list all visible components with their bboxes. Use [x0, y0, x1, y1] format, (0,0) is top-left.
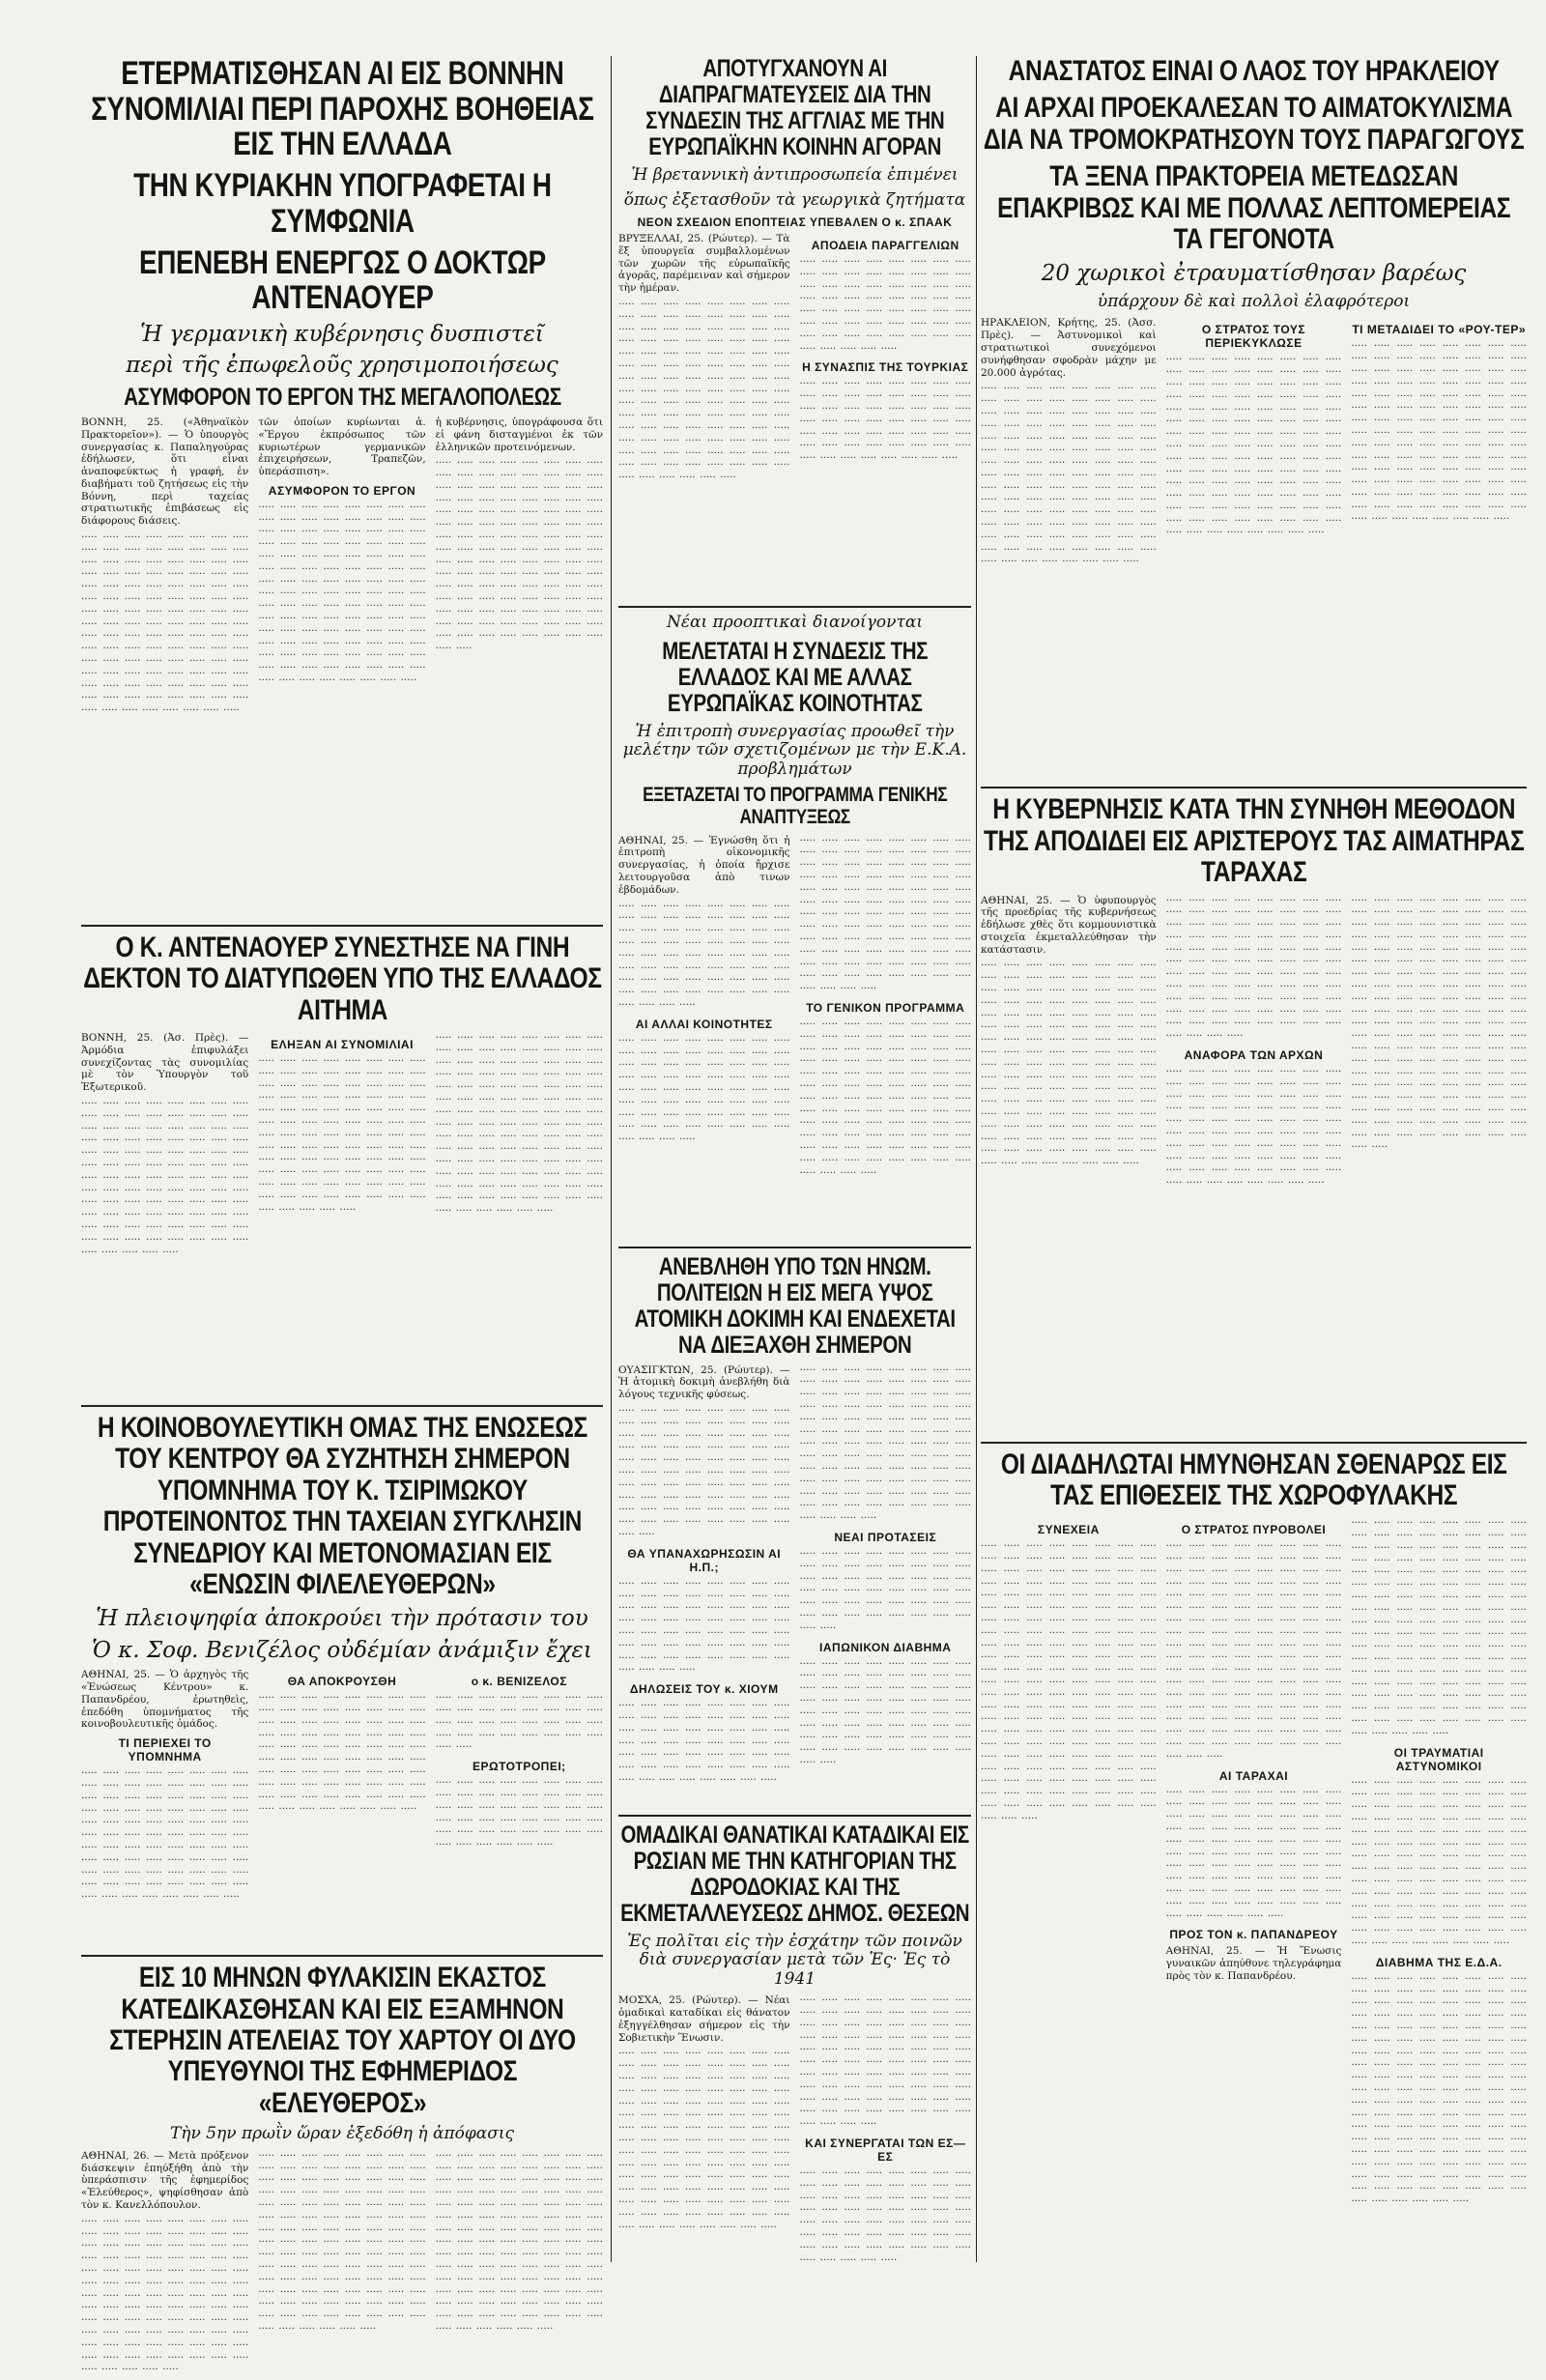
- headline: ΕΙΣ 10 ΜΗΝΩΝ ΦΥΛΑΚΙΣΙΝ ΕΚΑΣΤΟΣ ΚΑΤΕΔΙΚΑΣΘΗΣΑΝ ΚΑΙ ΕΙΣ ΕΞΑΜΗΝΟΝ ΣΤΕΡΗΣΙΝ ΑΤΕΛΕΙΑΣ ΤΟΥ ΧΑΡΤΟΥ ΟΙ ΔΥΟ ΥΠΕΥΘΥΝΟΙ ΤΗΣ ΕΦΗΜΕΡΙΔΟΣ «ΕΛΕΥΘΕΡΟΣ»: [108, 1962, 576, 2119]
- filler-text: ····· ····· ····· ····· ····· ····· ····· ····· ····· ····· ····· ····· ····· ····· ····· ····· ····· ····· ····· ····· ····· ····· ····· ····· ····· ····· ····· ····· ····· ····· ····· ····· ····· ····· ····· ····· ····· ····· ····· ····· ····· ····· ····· ····· ····· ····· ····· ····· ····· ····· ····· ····· ····· ····· ····· ····· ····· ····· ····· ····· ····· ····· ····· ····· ····· ····· ····· ····· ····· ····· ····· ····· ····· ····· ····· ····· ····· ····· ····· ····· ····· ····· ····· ····· ····· ····· ····· ····· ····· ····· ····· ····· ····· ····· ····· ····· ····· ····· ····· ····· ····· ····· ····· ····· ····· ····· ····· ····· ····· ····· ····· ····· ····· ····· ····· ····· ····· ·····: [435, 1032, 603, 1218]
- filler-text: ····· ····· ····· ····· ····· ····· ····· ····· ····· ····· ····· ····· ····· ····· ····· ····· ····· ····· ····· ····· ····· ····· ····· ····· ····· ····· ····· ····· ····· ····· ····· ····· ····· ····· ····· ····· ····· ····· ····· ····· ····· ····· ····· ····· ····· ····· ····· ····· ····· ····· ····· ····· ····· ····· ····· ····· ····· ····· ····· ····· ····· ····· ····· ····· ····· ····· ····· ····· ····· ····· ····· ····· ····· ····· ····· ····· ····· ····· ····· ····· ····· ····· ····· ····· ····· ····· ····· ····· ····· ····· ····· ····· ····· ····· ····· ····· ····· ····· ····· ····· ····· ····· ····· ····· ····· ····· ····· ····· ····· ····· ····· ····· ····· ····· ····· ····· ····· ····· ····· ·····: [1351, 340, 1527, 526]
- column-divider: [611, 56, 612, 2262]
- filler-text: ····· ····· ····· ····· ····· ····· ····· ····· ····· ····· ····· ····· ····· ····· ····· ····· ····· ····· ····· ····· ····· ····· ····· ····· ····· ····· ····· ····· ····· ····· ····· ····· ····· ····· ····· ····· ····· ····· ····· ····· ····· ····· ····· ····· ····· ····· ····· ····· ····· ····· ····· ····· ····· ····· ····· ····· ····· ····· ····· ····· ····· ····· ····· ····· ····· ····· ····· ····· ····· ····· ····· ····· ····· ····· ····· ····· ····· ····· ····· ····· ····· ····· ····· ····· ····· ····· ····· ····· ····· ····· ····· ····· ····· ····· ····· ····· ····· ····· ····· ····· ····· ····· ····· ····· ····· ····· ····· ····· ····· ····· ····· ····· ····· ····· ····· ····· ····· ····· ····· ····· ····· ····· ····· ····· ····· ····· ····· ····· ····· ····· ····· ····· ····· ····· ····· ····· ····· ····· ····· ····· ·····: [1351, 1517, 1527, 1739]
- filler-text: ····· ····· ····· ····· ····· ····· ····· ····· ····· ····· ····· ····· ····· ····· ····· ····· ····· ····· ····· ····· ····· ····· ····· ····· ····· ····· ····· ····· ····· ····· ····· ····· ····· ····· ····· ····· ····· ····· ····· ····· ····· ····· ····· ····· ····· ····· ····· ····· ····· ····· ····· ····· ····· ····· ····· ····· ····· ····· ····· ····· ····· ····· ····· ····· ····· ····· ····· ····· ····· ····· ····· ····· ····· ····· ····· ····· ····· ····· ····· ····· ····· ····· ····· ····· ····· ····· ····· ····· ····· ····· ····· ····· ····· ····· ····· ····· ····· ····· ····· ····· ····· ····· ····· ····· ····· ····· ····· ····· ····· ····· ····· ····· ····· ····· ····· ····· ····· ····· ····· ····· ····· ····· ····· ····· ····· ····· ····· ····· ····· ····· ····· ····· ····· ····· ····· ····· ····· ····· ····· ····· ····· ····· ····· ····· ····· ····· ····· ····· ····· ·····: [1351, 1972, 1527, 2208]
- subheading: ΤΟ ΓΕΝΙΚΟΝ ΠΡΟΓΡΑΜΜΑ: [806, 1000, 965, 1015]
- filler-text: ····· ····· ····· ····· ····· ····· ····· ····· ····· ····· ····· ····· ····· ····· ····· ····· ····· ····· ····· ····· ····· ····· ····· ····· ····· ····· ····· ····· ····· ····· ····· ····· ····· ····· ····· ····· ····· ····· ····· ····· ····· ····· ····· ····· ····· ·····: [435, 1777, 603, 1851]
- filler-text: ····· ····· ····· ····· ····· ····· ····· ····· ····· ····· ····· ····· ····· ····· ····· ····· ····· ····· ····· ····· ····· ····· ····· ····· ····· ····· ····· ····· ····· ····· ····· ····· ····· ····· ····· ····· ····· ····· ····· ····· ····· ····· ····· ····· ····· ····· ····· ····· ····· ····· ····· ····· ····· ····· ····· ····· ····· ····· ····· ····· ····· ····· ····· ····· ····· ····· ····· ····· ····· ····· ····· ····· ····· ····· ····· ····· ····· ····· ····· ····· ····· ····· ····· ····· ····· ····· ····· ····· ····· ····· ····· ····· ····· ····· ····· ····· ····· ····· ····· ····· ····· ····· ····· ····· ····· ····· ····· ····· ····· ····· ····· ····· ····· ····· ····· ····· ····· ····· ····· ·····: [981, 383, 1157, 568]
- filler-text: ····· ····· ····· ····· ····· ····· ····· ····· ····· ····· ····· ····· ····· ····· ····· ····· ····· ····· ····· ····· ····· ····· ····· ····· ····· ····· ····· ····· ····· ····· ····· ····· ····· ····· ····· ····· ····· ····· ····· ····· ····· ····· ····· ····· ····· ····· ····· ····· ····· ····· ····· ····· ····· ····· ····· ·····: [618, 1700, 790, 1786]
- filler-text: ····· ····· ····· ····· ····· ····· ····· ····· ····· ····· ····· ····· ····· ····· ····· ····· ····· ····· ····· ····· ····· ····· ····· ····· ····· ····· ····· ····· ····· ····· ····· ····· ····· ····· ····· ····· ····· ····· ····· ····· ····· ····· ····· ····· ····· ····· ····· ····· ····· ····· ····· ····· ····· ····· ····· ····· ····· ····· ····· ····· ····· ····· ····· ····· ····· ····· ····· ····· ····· ····· ····· ····· ····· ····· ····· ····· ····· ····· ····· ····· ····· ····· ····· ····· ····· ····· ····· ····· ····· ····· ····· ····· ····· ····· ····· ····· ····· ····· ····· ····· ····· ····· ····· ····· ····· ····· ····· ····· ····· ····· ····· ····· ····· ····· ····· ····· ····· ····· ····· ····· ····· ·····: [435, 457, 603, 655]
- divider: [981, 787, 1527, 789]
- headline: ΟΜΑΔΙΚΑΙ ΘΑΝΑΤΙΚΑΙ ΚΑΤΑΔΙΚΑΙ ΕΙΣ ΡΩΣΙΑΝ ΜΕ ΤΗΝ ΚΑΤΗΓΟΡΙΑΝ ΤΗΣ ΔΩΡΟΔΟΚΙΑΣ ΚΑΙ ΤΗΣ ΕΚΜΕΤΑΛΛΕΥΣΕΩΣ ΔΗΜΟΣ. ΘΕΣΕΩΝ: [620, 1821, 970, 1927]
- article-body: [981, 1517, 1527, 2208]
- deck: Ἡ βρεταννικὴ ἀντιπροσωπεία ἐπιμένει: [631, 165, 959, 185]
- subheading: ΙΑΠΩΝΙΚΟΝ ΔΙΑΒΗΜΑ: [819, 1640, 952, 1654]
- deck: Ἐς πολῖται εἰς τὴν ἐσχάτην τῶν ποινῶν διὰ συνεργασίαν μετὰ τῶν Ἐς· Ἐς τὸ 1941: [627, 1931, 962, 1989]
- filler-text: ····· ····· ····· ····· ····· ····· ····· ····· ····· ····· ····· ····· ····· ····· ····· ····· ····· ····· ····· ····· ····· ····· ····· ····· ····· ····· ····· ····· ····· ····· ····· ····· ····· ····· ····· ····· ····· ····· ····· ····· ····· ····· ····· ····· ····· ····· ····· ····· ····· ····· ····· ····· ····· ····· ····· ····· ····· ····· ····· ····· ····· ····· ····· ····· ····· ····· ····· ····· ····· ····· ····· ····· ····· ····· ····· ····· ····· ····· ····· ····· ····· ····· ····· ····· ····· ····· ····· ····· ····· ····· ····· ····· ····· ····· ····· ····· ····· ····· ····· ····· ·····: [81, 2215, 249, 2376]
- filler-text: ····· ····· ····· ····· ····· ····· ····· ····· ····· ····· ····· ····· ····· ····· ····· ····· ····· ····· ····· ····· ····· ····· ····· ····· ····· ····· ····· ····· ····· ····· ····· ····· ····· ····· ····· ····· ····· ····· ····· ····· ····· ····· ····· ····· ····· ····· ····· ····· ····· ····· ····· ····· ····· ····· ····· ····· ····· ····· ····· ····· ····· ····· ····· ····· ····· ····· ····· ····· ····· ····· ····· ····· ····· ····· ····· ····· ····· ····· ····· ····· ····· ····· ····· ····· ····· ·····: [1165, 1786, 1342, 1922]
- column-divider: [976, 56, 977, 2262]
- headline: ΟΙ ΔΙΑΔΗΛΩΤΑΙ ΗΜΥΝΘΗΣΑΝ ΣΘΕΝΑΡΩΣ ΕΙΣ ΤΑΣ ΕΠΙΘΕΣΕΙΣ ΤΗΣ ΧΩΡΟΦΥΛΑΚΗΣ: [1000, 1448, 1507, 1511]
- article-text: ΑΘΗΝΑΙ, 26. — Μετὰ πρόξενον διάσκεψιν ἐπηύξήθη ἀπὸ τὴν ὑπεράσπισιν τῆς ἐφημερίδος «Ἐλεύθερος», ψηφίσθησαν ἀπὸ τὸν κ. Κανελλόπουλον.: [81, 2149, 249, 2211]
- divider: [81, 1955, 603, 1957]
- deck: Ἡ ἐπιτροπὴ συνεργασίας προωθεῖ τὴν μελέτην τῶν σχετιζομένων με τὴν Ε.Κ.Α. προβλημάτων: [622, 721, 967, 779]
- filler-text: ····· ····· ····· ····· ····· ····· ····· ····· ····· ····· ····· ····· ····· ····· ····· ····· ····· ····· ····· ····· ····· ····· ····· ····· ····· ····· ····· ····· ····· ····· ····· ····· ····· ····· ····· ····· ····· ····· ····· ····· ····· ····· ····· ····· ····· ····· ····· ····· ····· ····· ····· ····· ····· ····· ····· ····· ····· ····· ····· ····· ····· ····· ····· ····· ····· ····· ····· ····· ····· ····· ····· ····· ····· ····· ····· ····· ····· ····· ····· ····· ····· ····· ····· ····· ····· ····· ····· ····· ····· ····· ····· ····· ····· ····· ····· ····· ····· ····· ····· ····· ····· ····· ····· ····· ····· ····· ····· ····· ····· ····· ····· ····· ····· ····· ····· ····· ····· ····· ····· ····· ····· ····· ····· ····· ····· ····· ····· ····· ····· ····· ····· ····· ····· ····· ····· ····· ····· ····· ····· ····· ····· ····· ····· ····· ····· ····· ····· ····· ····· ····· ····· ····· ····· ····· ····· ····· ····· ····· ····· ····· ····· ·····: [1351, 894, 1527, 1154]
- filler-text: ····· ····· ····· ····· ····· ····· ····· ····· ····· ····· ····· ····· ····· ····· ····· ····· ····· ····· ····· ····· ····· ····· ····· ····· ····· ····· ····· ····· ····· ····· ····· ····· ····· ····· ····· ····· ····· ····· ····· ····· ····· ····· ····· ····· ····· ····· ····· ····· ····· ····· ····· ····· ····· ····· ····· ····· ····· ····· ····· ····· ····· ····· ····· ····· ····· ····· ····· ····· ····· ····· ····· ····· ····· ····· ····· ····· ····· ····· ····· ····· ····· ····· ····· ····· ····· ····· ····· ····· ····· ····· ····· ····· ····· ····· ····· ····· ····· ····· ····· ····· ····· ····· ····· ····· ····· ····· ····· ····· ····· ····· ····· ····· ····· ····· ····· ····· ····· ····· ····· ·····: [81, 531, 249, 717]
- subheading: ΤΙ ΠΕΡΙΕΧΕΙ ΤΟ ΥΠΟΜΝΗΜΑ: [118, 1736, 212, 1764]
- deck: Ἡ πλειοψηφία ἀποκρούει τὴν πρότασιν του: [96, 1606, 588, 1632]
- deck: ὑπάρχουν δὲ καὶ πολλοὶ ἐλαφρότεροι: [1097, 291, 1411, 311]
- filler-text: ····· ····· ····· ····· ····· ····· ····· ····· ····· ····· ····· ····· ····· ····· ····· ····· ····· ····· ····· ····· ····· ····· ····· ····· ····· ····· ····· ····· ····· ····· ····· ····· ····· ····· ····· ····· ····· ····· ····· ····· ····· ····· ····· ····· ····· ····· ····· ····· ····· ····· ····· ····· ····· ····· ····· ····· ····· ····· ····· ····· ····· ····· ····· ····· ····· ····· ····· ····· ····· ····· ····· ····· ····· ····· ····· ····· ····· ····· ····· ····· ····· ····· ····· ····· ····· ····· ····· ····· ····· ····· ····· ·····: [1165, 894, 1342, 1043]
- column-left: [81, 55, 603, 2376]
- article-text: ΜΟΣΧΑ, 25. (Ρώυτερ). — Νέαι ὁμαδικαὶ καταδίκαι εἰς θάνατον ἐξηγγέλθησαν σήμερον εἰς τὴν Σοβιετικὴν Ἕνωσιν.: [618, 1994, 790, 2044]
- divider: [81, 925, 603, 927]
- headline: ΤΑ ΞΕΝΑ ΠΡΑΚΤΟΡΕΙΑ ΜΕΤΕΔΩΣΑΝ ΕΠΑΚΡΙΒΩΣ ΚΑΙ ΜΕ ΠΟΛΛΑΣ ΛΕΠΤΟΜΕΡΕΙΑΣ ΤΑ ΓΕΓΟΝΟΤΑ: [996, 160, 1511, 255]
- filler-text: ····· ····· ····· ····· ····· ····· ····· ····· ····· ····· ····· ····· ····· ····· ····· ····· ····· ····· ····· ····· ····· ····· ····· ····· ····· ····· ····· ····· ····· ····· ····· ····· ····· ····· ····· ····· ····· ····· ····· ····· ····· ····· ····· ····· ····· ····· ····· ····· ····· ····· ····· ····· ····· ····· ····· ····· ····· ····· ····· ····· ····· ····· ····· ····· ····· ····· ····· ····· ····· ····· ····· ····· ····· ····· ····· ····· ····· ····· ····· ····· ····· ····· ····· ····· ····· ····· ····· ····· ····· ····· ····· ····· ····· ····· ····· ····· ····· ····· ····· ·····: [799, 1363, 971, 1525]
- filler-text: ····· ····· ····· ····· ····· ····· ····· ····· ····· ····· ····· ····· ····· ····· ····· ····· ····· ····· ····· ····· ····· ····· ····· ····· ····· ····· ····· ····· ····· ····· ····· ····· ····· ····· ····· ····· ····· ····· ····· ····· ····· ····· ····· ····· ····· ····· ····· ····· ····· ····· ····· ····· ····· ····· ····· ·····: [799, 378, 971, 465]
- divider: [618, 606, 971, 608]
- article-text: ΑΘΗΝΑΙ, 25. — Ὁ ἀρχηγὸς τῆς «Ἑνώσεως Κέντρου» κ. Παπανδρέου, ἐρωτηθεὶς, ἐπεδόθη ὑπομνήματος τῆς κοινοβουλευτικῆς ὁμάδος.: [81, 1669, 249, 1731]
- column-right: [981, 56, 1527, 2262]
- filler-text: ····· ····· ····· ····· ····· ····· ····· ····· ····· ····· ····· ····· ····· ····· ····· ····· ····· ····· ····· ····· ····· ····· ····· ····· ····· ····· ····· ····· ····· ····· ····· ····· ····· ····· ····· ····· ····· ····· ····· ····· ····· ····· ····· ····· ····· ····· ····· ····· ····· ····· ····· ····· ····· ····· ····· ····· ····· ····· ····· ····· ····· ····· ····· ····· ····· ····· ····· ····· ····· ····· ····· ····· ····· ····· ····· ····· ····· ····· ····· ····· ····· ····· ····· ····· ····· ····· ····· ····· ····· ····· ····· ····· ····· ····· ····· ····· ····· ····· ····· ····· ····· ····· ····· ····· ····· ····· ····· ····· ····· ····· ····· ····· ····· ····· ····· ····· ····· ····· ····· ·····: [618, 2048, 790, 2233]
- filler-text: ····· ····· ····· ····· ····· ····· ····· ····· ····· ····· ····· ····· ····· ····· ····· ····· ····· ····· ····· ····· ····· ····· ····· ····· ····· ····· ····· ····· ····· ····· ····· ····· ····· ····· ····· ····· ····· ····· ····· ····· ····· ····· ····· ····· ····· ····· ····· ····· ····· ····· ····· ····· ····· ····· ····· ····· ····· ····· ····· ····· ····· ····· ····· ····· ····· ····· ····· ····· ····· ····· ····· ····· ····· ····· ····· ····· ····· ····· ····· ····· ····· ····· ····· ····· ····· ····· ····· ····· ····· ····· ····· ····· ····· ····· ····· ····· ····· ····· ····· ····· ·····: [258, 1055, 426, 1216]
- article-body: [81, 1669, 603, 1949]
- article-text: ΒΟΝΝΗ, 25. («Ἀθηναϊκὸν Πρακτορεῖον»). — Ὁ ὑπουργὸς συνεργασίας κ. Παπαληγούρας ἐδήλωσεν, ὅτι εἶναι ἀναποφεύκτως ἡ γραφή, ἐν διαβήματι τοῦ ζητήσεως εἰς τὴν Βόννη, περὶ ταχείας στρατιωτικῆς ἐπιβάσεως εἰς διάφορους διάσεις.: [81, 416, 249, 528]
- subheading: ΑΣΥΜΦΟΡΟΝ ΤΟ ΕΡΓΟΝ: [268, 483, 416, 498]
- filler-text: ····· ····· ····· ····· ····· ····· ····· ····· ····· ····· ····· ····· ····· ····· ····· ····· ····· ····· ····· ····· ····· ····· ····· ····· ····· ····· ····· ····· ····· ····· ····· ····· ····· ····· ····· ····· ····· ····· ····· ····· ····· ····· ····· ····· ····· ····· ····· ····· ····· ····· ····· ····· ····· ····· ····· ····· ····· ····· ····· ····· ····· ····· ····· ····· ····· ····· ····· ····· ····· ····· ····· ····· ····· ····· ····· ····· ····· ····· ····· ····· ····· ····· ····· ····· ····· ····· ····· ·····: [81, 1767, 249, 1904]
- filler-text: ····· ····· ····· ····· ····· ····· ····· ····· ····· ····· ····· ····· ····· ····· ····· ····· ····· ····· ····· ····· ····· ····· ····· ····· ····· ····· ····· ····· ····· ····· ····· ····· ····· ····· ····· ····· ····· ····· ····· ····· ····· ····· ····· ····· ····· ····· ····· ····· ····· ····· ····· ····· ····· ····· ····· ····· ····· ····· ····· ····· ····· ····· ····· ····· ····· ····· ····· ····· ····· ····· ····· ····· ····· ····· ····· ····· ····· ····· ····· ····· ····· ····· ····· ····· ····· ····· ····· ····· ····· ····· ····· ····· ····· ····· ····· ····· ····· ····· ····· ····· ····· ····· ····· ····· ····· ····· ····· ····· ····· ····· ····· ····· ····· ····· ····· ····· ····· ·····: [435, 2149, 603, 2335]
- subheading: ΚΑΙ ΣΥΝΕΡΓΑΤΑΙ ΤΩΝ ΕΣ—ΕΣ: [805, 2136, 966, 2165]
- subheading: ΔΗΛΩΣΕΙΣ ΤΟΥ κ. ΧΙΟΥΜ: [629, 1682, 779, 1697]
- deck: περὶ τῆς ἐπωφελοῦς χρησιμοποιήσεως: [126, 353, 558, 379]
- subheading: ΘΑ ΑΠΟΚΡΟΥΣΘΗ: [287, 1675, 397, 1689]
- filler-text: ····· ····· ····· ····· ····· ····· ····· ····· ····· ····· ····· ····· ····· ····· ····· ····· ····· ····· ····· ····· ····· ····· ····· ····· ····· ····· ····· ····· ····· ····· ····· ····· ····· ····· ····· ····· ····· ····· ····· ····· ····· ····· ····· ····· ····· ····· ····· ····· ····· ····· ····· ····· ····· ····· ····· ····· ····· ····· ····· ····· ····· ····· ····· ····· ····· ····· ····· ····· ····· ····· ····· ····· ····· ····· ····· ····· ····· ····· ····· ····· ····· ····· ····· ····· ····· ····· ····· ····· ····· ····· ····· ····· ····· ····· ····· ····· ····· ····· ····· ····· ····· ····· ····· ····· ····· ····· ····· ····· ····· ····· ····· ·····: [1351, 1776, 1527, 1949]
- article-body: [81, 416, 603, 919]
- filler-text: ····· ····· ····· ····· ····· ····· ····· ····· ····· ····· ····· ····· ····· ····· ····· ····· ····· ····· ····· ····· ····· ····· ····· ····· ····· ····· ····· ····· ····· ····· ····· ····· ····· ····· ····· ····· ····· ····· ····· ····· ····· ····· ····· ····· ····· ····· ····· ····· ····· ····· ····· ····· ····· ····· ····· ····· ····· ····· ····· ····· ····· ····· ····· ····· ····· ····· ····· ····· ····· ····· ····· ····· ····· ····· ····· ····· ····· ····· ····· ····· ····· ····· ····· ····· ····· ····· ····· ····· ····· ····· ····· ····· ····· ····· ····· ····· ····· ····· ····· ····· ····· ····· ····· ····· ····· ····· ····· ····· ····· ····· ····· ····· ····· ····· ····· ····· ····· ····· ····· ·····: [258, 501, 426, 687]
- subheading: ΣΥΝΕΧΕΙΑ: [1037, 1523, 1100, 1537]
- divider: [618, 1815, 971, 1817]
- filler-text: ····· ····· ····· ····· ····· ····· ····· ····· ····· ····· ····· ····· ····· ····· ····· ····· ····· ····· ····· ····· ····· ····· ····· ····· ····· ····· ····· ····· ····· ····· ····· ····· ····· ····· ····· ····· ····· ····· ····· ····· ····· ····· ····· ····· ····· ····· ····· ····· ····· ····· ····· ····· ····· ····· ····· ····· ····· ····· ····· ····· ····· ····· ····· ····· ····· ····· ····· ·····: [618, 900, 790, 1011]
- divider: [81, 1405, 603, 1407]
- filler-text: ····· ····· ····· ····· ····· ····· ····· ····· ····· ····· ····· ····· ····· ····· ····· ····· ····· ····· ····· ····· ····· ····· ····· ····· ····· ····· ····· ····· ····· ····· ····· ····· ····· ····· ····· ····· ····· ····· ····· ····· ····· ····· ····· ····· ····· ····· ····· ····· ····· ····· ····· ····· ····· ····· ····· ····· ····· ····· ····· ····· ····· ····· ····· ····· ····· ····· ····· ····· ····· ····· ····· ····· ····· ····· ····· ····· ····· ····· ····· ····· ····· ····· ····· ····· ····· ····· ····· ····· ····· ····· ····· ····· ····· ····· ····· ····· ····· ····· ····· ····· ····· ····· ····· ····· ····· ····· ····· ····· ····· ····· ····· ····· ····· ····· ····· ····· ····· ····· ····· ····· ····· ····· ····· ····· ····· ····· ····· ····· ····· ····· ····· ····· ····· ····· ····· ····· ····· ····· ····· ····· ····· ····· ····· ····· ····· ····· ····· ····· ····· ····· ····· ····· ····· ····· ····· ····· ····· ····· ····· ····· ····· ····· ····· ····· ····· ····· ····· ····· ····· ····· ····· ····· ····· ····· ····· ····· ····· ····· ·····: [981, 1540, 1157, 1824]
- deck: Ἡ γερμανικὴ κυβέρνησις δυσπιστεῖ: [140, 322, 544, 348]
- article-text: ΗΡΑΚΛΕΙΟΝ, Κρήτης, 25. (Ἀσσ. Πρὲς). — Ἀστυνομικοὶ καὶ στρατιωτικοὶ συνεχόμενοι συνήφθησαν σφοδρὰν μάχην με 20.000 ἀγρότας.: [981, 317, 1157, 379]
- subheading: Ο ΣΤΡΑΤΟΣ ΠΥΡΟΒΟΛΕΙ: [1181, 1523, 1327, 1537]
- article-text: ΑΘΗΝΑΙ, 25. — Ἡ Ἕνωσις γυναικῶν ἀπηύθυνε τηλεγράφημα πρὸς τὸν κ. Παπανδρέου.: [1165, 1945, 1342, 1982]
- subheading: ΕΡΩΤΟΤΡΟΠΕΙ;: [472, 1760, 566, 1774]
- subheading: ΑΠΟΔΕΙΑ ΠΑΡΑΓΓΕΛΙΩΝ: [811, 239, 959, 253]
- headline: ΑΝΕΒΛΗΘΗ ΥΠΟ ΤΩΝ ΗΝΩΜ. ΠΟΛΙΤΕΙΩΝ Η ΕΙΣ ΜΕΓΑ ΥΨΟΣ ΑΤΟΜΙΚΗ ΔΟΚΙΜΗ ΚΑΙ ΕΝΔΕΧΕΤΑΙ ΝΑ ΔΙΕΞΑΧΘΗ ΣΗΜΕΡΟΝ: [634, 1252, 956, 1359]
- article-body: [981, 895, 1527, 1436]
- filler-text: ····· ····· ····· ····· ····· ····· ····· ····· ····· ····· ····· ····· ····· ····· ····· ····· ····· ····· ····· ····· ····· ····· ····· ····· ····· ····· ····· ····· ····· ····· ····· ····· ····· ····· ····· ····· ····· ····· ····· ····· ····· ····· ····· ····· ····· ····· ····· ····· ····· ····· ····· ····· ····· ····· ····· ····· ····· ····· ····· ····· ····· ····· ····· ····· ····· ····· ····· ····· ····· ····· ····· ····· ····· ····· ····· ····· ····· ····· ····· ····· ····· ····· ····· ····· ····· ····· ····· ····· ····· ····· ····· ····· ····· ····· ····· ····· ····· ····· ····· ····· ····· ····· ····· ····· ····· ····· ····· ····· ····· ····· ····· ····· ····· ····· ····· ····· ····· ····· ····· ·····: [1165, 354, 1342, 539]
- subheading: ΠΡΟΣ ΤΟΝ κ. ΠΑΠΑΝΔΡΕΟΥ: [1169, 1928, 1338, 1942]
- filler-text: ····· ····· ····· ····· ····· ····· ····· ····· ····· ····· ····· ····· ····· ····· ····· ····· ····· ····· ····· ····· ····· ····· ····· ····· ····· ····· ····· ····· ····· ····· ····· ····· ····· ····· ····· ····· ····· ····· ····· ····· ····· ····· ····· ····· ····· ····· ····· ····· ····· ····· ····· ····· ····· ····· ····· ····· ····· ····· ····· ····· ····· ····· ····· ····· ····· ·····: [799, 1657, 971, 1768]
- subheading: ΟΙ ΤΡΑΥΜΑΤΙΑΙ ΑΣΤΥΝΟΜΙΚΟΙ: [1393, 1745, 1484, 1773]
- filler-text: ····· ····· ····· ····· ····· ····· ····· ····· ····· ····· ····· ····· ····· ····· ····· ····· ····· ····· ····· ····· ····· ····· ····· ····· ····· ····· ····· ····· ····· ····· ····· ····· ····· ····· ····· ····· ····· ····· ····· ····· ····· ····· ····· ····· ····· ····· ····· ····· ····· ·····: [799, 1547, 971, 1634]
- article-text: ΑΘΗΝΑΙ, 25. — Ὁ ὑφυπουργὸς τῆς προεδρίας τῆς κυβερνήσεως ἐδήλωσε χθὲς ὅτι κομμουνιστικὰ στοιχεῖα ἐκμεταλλεύθησαν τὴν κατάστασιν.: [981, 894, 1157, 956]
- filler-text: ····· ····· ····· ····· ····· ····· ····· ····· ····· ····· ····· ····· ····· ····· ····· ····· ····· ····· ····· ····· ····· ····· ····· ····· ····· ····· ····· ····· ····· ····· ····· ····· ····· ····· ····· ····· ····· ····· ····· ····· ····· ····· ····· ····· ····· ····· ····· ····· ····· ····· ····· ····· ····· ····· ····· ····· ····· ····· ····· ····· ····· ····· ····· ····· ····· ····· ····· ····· ····· ····· ····· ····· ····· ····· ····· ····· ····· ····· ····· ····· ····· ····· ····· ····· ····· ····· ····· ····· ····· ····· ····· ····· ····· ····· ····· ····· ····· ····· ····· ····· ····· ····· ····· ····· ····· ····· ····· ····· ····· ····· ····· ····· ····· ····· ····· ····· ····· ····· ····· ····· ····· ····· ····· ····· ····· ····· ····· ····· ····· ····· ····· ····· ····· ····· ····· ·····: [981, 960, 1157, 1170]
- subheading: ΕΛΗΞΑΝ ΑΙ ΣΥΝΟΜΙΛΙΑΙ: [271, 1038, 414, 1052]
- article-body: [81, 2149, 603, 2376]
- headline: ΑΙ ΑΡΧΑΙ ΠΡΟΕΚΑΛΕΣΑΝ ΤΟ ΑΙΜΑΤΟΚΥΛΙΣΜΑ ΔΙΑ ΝΑ ΤΡΟΜΟΚΡΑΤΗΣΟΥΝ ΤΟΥΣ ΠΑΡΑΓΩΓΟΥΣ: [983, 92, 1525, 156]
- headline: ΑΝΑΣΤΑΤΟΣ ΕΙΝΑΙ Ο ΛΑΟΣ ΤΟΥ ΗΡΑΚΛΕΙΟΥ: [1008, 55, 1500, 87]
- subheading: ΝΕΑΙ ΠΡΟΤΑΣΕΙΣ: [834, 1530, 937, 1544]
- subheading: ΤΙ ΜΕΤΑΔΙΔΕΙ ΤΟ «ΡΟΥ-ΤΕΡ»: [1352, 323, 1526, 337]
- deck: 20 χωρικοὶ ἐτραυματίσθησαν βαρέως: [1041, 261, 1467, 287]
- headline: ΕΠΕΝΕΒΗ ΕΝΕΡΓΩΣ Ο ΔΟΚΤΩΡ ΑΝΤΕΝΑΟΥΕΡ: [138, 244, 546, 317]
- subheading: ΘΑ ΥΠΑΝΑΧΩΡΗΣΩΣΙΝ ΑΙ Η.Π.;: [627, 1546, 782, 1574]
- article-body: [981, 317, 1527, 781]
- divider: [618, 1247, 971, 1248]
- headline: ΕΤΕΡΜΑΤΙΣΘΗΣΑΝ ΑΙ ΕΙΣ ΒΟΝΝΗΝ ΣΥΝΟΜΙΛΙΑΙ ΠΕΡΙ ΠΑΡΟΧΗΣ ΒΟΗΘΕΙΑΣ ΕΙΣ ΤΗΝ ΕΛΛΑΔΑ: [90, 55, 594, 163]
- article-text: ΒΡΥΞΕΛΛΑΙ, 25. (Ρώυτερ). — Τὰ ἕξ ὑπουργεῖα συμβαλλομένων τῶν χωρῶν τῆς εὐρωπαϊκῆς ἀγορᾶς, παρέμειναν καὶ σήμερον τὴν ἡμέραν.: [618, 233, 790, 295]
- subheading: ΝΕΟΝ ΣΧΕΔΙΟΝ ΕΠΟΠΤΕΙΑΣ ΥΠΕΒΑΛΕΝ Ο κ. ΣΠΑΑΚ: [637, 215, 953, 230]
- headline: ΤΗΝ ΚΥΡΙΑΚΗΝ ΥΠΟΓΡΑΦΕΤΑΙ Η ΣΥΜΦΩΝΙΑ: [132, 167, 552, 240]
- headline: ΑΠΟΤΥΓΧΑΝΟΥΝ ΑΙ ΔΙΑΠΡΑΓΜΑΤΕΥΣΕΙΣ ΔΙΑ ΤΗΝ ΣΥΝΔΕΣΙΝ ΤΗΣ ΑΓΓΛΙΑΣ ΜΕ ΤΗΝ ΕΥΡΩΠΑΪΚΗΝ ΚΟΙΝΗΝ ΑΓΟΡΑΝ: [644, 55, 945, 160]
- filler-text: ····· ····· ····· ····· ····· ····· ····· ····· ····· ····· ····· ····· ····· ····· ····· ····· ····· ····· ····· ····· ····· ····· ····· ····· ····· ····· ····· ····· ····· ····· ····· ····· ····· ····· ····· ····· ····· ····· ····· ····· ····· ····· ····· ····· ····· ····· ····· ····· ····· ····· ····· ····· ····· ····· ····· ····· ····· ····· ····· ····· ····· ····· ····· ····· ····· ····· ····· ····· ····· ····· ····· ····· ····· ····· ····· ····· ····· ····· ····· ····· ····· ····· ····· ····· ····· ····· ····· ····· ····· ····· ····· ····· ····· ····· ····· ····· ····· ····· ····· ·····: [799, 834, 971, 995]
- subheading: Η ΣΥΝΑΣΠΙΣ ΤΗΣ ΤΟΥΡΚΙΑΣ: [802, 360, 969, 375]
- filler-text: ····· ····· ····· ····· ····· ····· ····· ····· ····· ····· ····· ····· ····· ····· ····· ····· ····· ····· ····· ····· ····· ····· ····· ····· ····· ····· ····· ····· ····· ····· ····· ····· ····· ····· ····· ····· ····· ····· ····· ····· ····· ····· ····· ····· ····· ····· ····· ····· ····· ····· ····· ····· ····· ····· ····· ····· ····· ····· ····· ····· ····· ····· ····· ····· ····· ····· ····· ····· ····· ····· ····· ····· ····· ····· ····· ····· ····· ····· ····· ····· ····· ····· ····· ····· ····· ····· ····· ····· ····· ····· ····· ····· ····· ····· ····· ····· ····· ····· ····· ····· ·····: [81, 1098, 249, 1258]
- filler-text: ····· ····· ····· ····· ····· ····· ····· ····· ····· ····· ····· ····· ····· ····· ····· ····· ····· ····· ····· ····· ····· ····· ····· ····· ····· ····· ····· ····· ····· ····· ····· ····· ····· ····· ····· ····· ····· ····· ····· ····· ····· ····· ····· ····· ····· ····· ····· ····· ····· ····· ····· ····· ····· ····· ····· ····· ····· ····· ····· ····· ····· ····· ····· ····· ····· ····· ····· ····· ····· ····· ····· ····· ····· ····· ····· ····· ····· ····· ····· ·····: [1165, 1066, 1342, 1190]
- subheading: ΑΝΑΦΟΡΑ ΤΩΝ ΑΡΧΩΝ: [1184, 1048, 1324, 1063]
- subheading: ο κ. ΒΕΝΙΖΕΛΟΣ: [471, 1675, 567, 1689]
- filler-text: ····· ····· ····· ····· ····· ····· ····· ····· ····· ····· ····· ····· ····· ····· ····· ····· ····· ····· ····· ····· ····· ····· ····· ····· ····· ····· ····· ····· ····· ····· ····· ····· ····· ····· ····· ····· ····· ····· ····· ····· ····· ····· ····· ····· ····· ····· ····· ····· ····· ····· ····· ····· ····· ····· ····· ····· ····· ····· ····· ····· ····· ····· ····· ····· ····· ····· ····· ····· ····· ····· ····· ····· ····· ····· ····· ····· ····· ····· ····· ····· ····· ····· ····· ····· ····· ····· ····· ····· ····· ····· ····· ····· ····· ····· ····· ····· ····· ····· ····· ·····: [799, 1018, 971, 1179]
- filler-text: ····· ····· ····· ····· ····· ····· ····· ····· ····· ····· ····· ····· ····· ····· ····· ····· ····· ····· ····· ····· ····· ····· ····· ····· ····· ····· ····· ····· ····· ····· ····· ····· ····· ····· ····· ····· ····· ····· ····· ····· ····· ····· ····· ····· ····· ····· ····· ····· ····· ····· ····· ····· ····· ····· ····· ····· ····· ····· ····· ·····: [618, 1577, 790, 1677]
- article-body: [618, 835, 971, 1241]
- deck: Ὁ κ. Σοφ. Βενιζέλος οὐδέμίαν ἀνάμιξιν ἔχει: [92, 1637, 592, 1663]
- article-body: [81, 1032, 603, 1399]
- article-text: ΟΥΑΣΙΓΚΤΩΝ, 25. (Ρώυτερ). — Ἡ ἀτομικὴ δοκιμὴ ἀνεβλήθη διὰ λόγους τεχνικῆς φύσεως.: [618, 1363, 790, 1401]
- filler-text: ····· ····· ····· ····· ····· ····· ····· ····· ····· ····· ····· ····· ····· ····· ····· ····· ····· ····· ····· ····· ····· ····· ····· ····· ····· ····· ····· ····· ····· ····· ····· ····· ····· ····· ····· ····· ····· ····· ····· ····· ····· ····· ····· ····· ····· ····· ····· ····· ····· ····· ····· ····· ····· ····· ····· ····· ····· ····· ····· ····· ····· ····· ····· ····· ····· ····· ····· ····· ····· ····· ····· ····· ····· ····· ····· ····· ····· ····· ····· ····· ····· ····· ····· ·····: [799, 1994, 971, 2131]
- article-body: [618, 1364, 971, 1809]
- filler-text: ····· ····· ····· ····· ····· ····· ····· ····· ····· ····· ····· ····· ····· ····· ····· ····· ····· ····· ····· ····· ····· ····· ····· ····· ····· ····· ····· ····· ····· ····· ····· ····· ····· ····· ····· ····· ····· ····· ····· ····· ····· ····· ····· ····· ····· ····· ····· ····· ····· ····· ····· ····· ····· ····· ····· ····· ····· ····· ····· ····· ····· ····· ····· ····· ····· ····· ····· ·····: [618, 1034, 790, 1146]
- subheading: ΑΙ ΤΑΡΑΧΑΙ: [1218, 1768, 1289, 1783]
- headline: ΜΕΛΕΤΑΤΑΙ Η ΣΥΝΔΕΣΙΣ ΤΗΣ ΕΛΛΑΔΟΣ ΚΑΙ ΜΕ ΑΛΛΑΣ ΕΥΡΩΠΑΪΚΑΣ ΚΟΙΝΟΤΗΤΑΣ: [662, 637, 928, 717]
- headline: ΑΣΥΜΦΟΡΟΝ ΤΟ ΕΡΓΟΝ ΤΗΣ ΜΕΓΑΛΟΠΟΛΕΩΣ: [123, 383, 561, 411]
- article-text: ἡ κυβέρνησις, ὑπογράφουσα ὅτι εἰ φάνη δισταγμένοι ἐκ τῶν ἑλληνικῶν προτεινόμενων.: [435, 416, 603, 453]
- filler-text: ····· ····· ····· ····· ····· ····· ····· ····· ····· ····· ····· ····· ····· ····· ····· ····· ····· ····· ····· ····· ····· ····· ····· ····· ····· ····· ····· ····· ····· ····· ····· ····· ····· ····· ····· ····· ····· ····· ····· ····· ····· ····· ····· ····· ····· ····· ····· ····· ····· ····· ····· ····· ····· ····· ····· ····· ····· ····· ····· ····· ····· ····· ····· ····· ····· ····· ····· ····· ····· ····· ····· ····· ····· ····· ····· ····· ····· ····· ····· ····· ····· ····· ····· ····· ····· ····· ····· ····· ····· ····· ····· ····· ····· ····· ····· ····· ····· ····· ····· ····· ····· ····· ····· ····· ····· ····· ····· ····· ····· ····· ····· ····· ····· ····· ····· ····· ····· ·····: [258, 2149, 426, 2335]
- article-text: ΑΘΗΝΑΙ, 25. — Ἐγνώσθη ὅτι ἡ ἐπιτροπὴ οἰκονομικῆς συνεργασίας, ἡ ὁποία ἤρχισε λειτουργοῦσα ἀπὸ τινων ἑβδομάδων.: [618, 834, 790, 896]
- subheading: ΑΙ ΑΛΛΑΙ ΚΟΙΝΟΤΗΤΕΣ: [635, 1017, 773, 1031]
- deck: Τὴν 5ην πρωῒν ὥραν ἐξεδόθη ἡ ἀπόφασις: [169, 2124, 515, 2144]
- filler-text: ····· ····· ····· ····· ····· ····· ····· ····· ····· ····· ····· ····· ····· ····· ····· ····· ····· ····· ····· ····· ····· ····· ····· ····· ····· ····· ····· ····· ····· ····· ····· ····· ····· ·····: [435, 1692, 603, 1754]
- article-body: [618, 233, 971, 600]
- deck: ὅπως ἐξετασθοῦν τὰ γεωργικὰ ζητήματα: [623, 189, 966, 210]
- filler-text: ····· ····· ····· ····· ····· ····· ····· ····· ····· ····· ····· ····· ····· ····· ····· ····· ····· ····· ····· ····· ····· ····· ····· ····· ····· ····· ····· ····· ····· ····· ····· ····· ····· ····· ····· ····· ····· ····· ····· ····· ····· ····· ····· ····· ····· ····· ····· ····· ····· ····· ····· ····· ····· ····· ····· ····· ····· ····· ····· ····· ····· ····· ····· ····· ····· ····· ····· ····· ····· ····· ····· ····· ····· ····· ····· ····· ····· ····· ····· ·····: [258, 1692, 426, 1816]
- subheading: Ο ΣΤΡΑΤΟΣ ΤΟΥΣ ΠΕΡΙΕΚΥΚΛΩΣΕ: [1201, 323, 1306, 351]
- filler-text: ····· ····· ····· ····· ····· ····· ····· ····· ····· ····· ····· ····· ····· ····· ····· ····· ····· ····· ····· ····· ····· ····· ····· ····· ····· ····· ····· ····· ····· ····· ····· ····· ····· ····· ····· ····· ····· ····· ····· ····· ····· ····· ····· ····· ····· ····· ····· ····· ····· ····· ····· ····· ····· ····· ····· ····· ····· ····· ····· ····· ·····: [799, 256, 971, 355]
- headline: Ο Κ. ΑΝΤΕΝΑΟΥΕΡ ΣΥΝΕΣΤΗΣΕ ΝΑ ΓΙΝΗ ΔΕΚΤΟΝ ΤΟ ΔΙΑΤΥΠΩΘΕΝ ΥΠΟ ΤΗΣ ΕΛΛΑΔΟΣ ΑΙΤΗΜΑ: [82, 931, 602, 1026]
- column-middle: [618, 55, 971, 2266]
- article-text: τῶν ὁποίων κυρίωνται ἀ. «Ἔργου ἐκπρόσωπος τῶν κυριωτέρων γερμανικῶν ἐπιχειρήσεων, Τραπεζῶν, ὑπεράσπιση».: [258, 416, 426, 478]
- headline: Η ΚΥΒΕΡΝΗΣΙΣ ΚΑΤΑ ΤΗΝ ΣΥΝΗΘΗ ΜΕΘΟΔΟΝ ΤΗΣ ΑΠΟΔΙΔΕΙ ΕΙΣ ΑΡΙΣΤΕΡΟΥΣ ΤΑΣ ΑΙΜΑΤΗΡΑΣ ΤΑΡΑΧΑΣ: [983, 793, 1525, 889]
- headline: Η ΚΟΙΝΟΒΟΥΛΕΥΤΙΚΗ ΟΜΑΣ ΤΗΣ ΕΝΩΣΕΩΣ ΤΟΥ ΚΕΝΤΡΟΥ ΘΑ ΣΥΖΗΤΗΣΗ ΣΗΜΕΡΟΝ ΥΠΟΜΝΗΜΑ ΤΟΥ Κ. ΤΣΙΡΙΜΩΚΟΥ ΠΡΟΤΕΙΝΟΝΤΟΣ ΤΗΝ ΤΑΧΕΙΑΝ ΣΥΓΚΛΗΣΙΝ ΣΥΝΕΔΡΙΟΥ ΚΑΙ ΜΕΤΟΝΟΜΑΣΙΑΝ ΕΙΣ «ΕΝΩΣΙΝ ΦΙΛΕΛΕΥΘΕΡΩΝ»: [97, 1412, 587, 1601]
- filler-text: ····· ····· ····· ····· ····· ····· ····· ····· ····· ····· ····· ····· ····· ····· ····· ····· ····· ····· ····· ····· ····· ····· ····· ····· ····· ····· ····· ····· ····· ····· ····· ····· ····· ····· ····· ····· ····· ····· ····· ····· ····· ····· ····· ····· ····· ····· ····· ····· ····· ····· ····· ····· ····· ····· ····· ····· ····· ····· ····· ····· ····· ····· ····· ····· ····· ····· ····· ····· ····· ····· ····· ····· ····· ····· ····· ····· ····· ····· ····· ····· ····· ·····: [618, 1405, 790, 1540]
- article-text: ΒΟΝΝΗ, 25. (Ἀσ. Πρὲς). — Ἀρμόδια ἐπιφυλάξει συνεχίζοντας τὰς συνομιλίας μὲ τὸν Ὑπουργὸν τοῦ Ἐξωτερικοῦ.: [81, 1032, 249, 1094]
- headline: ΕΞΕΤΑΖΕΤΑΙ ΤΟ ΠΡΟΓΡΑΜΜΑ ΓΕΝΙΚΗΣ ΑΝΑΠΤΥΞΕΩΣ: [642, 784, 948, 828]
- deck: Νέαι προοπτικαὶ διανοίγονται: [666, 613, 924, 633]
- filler-text: ····· ····· ····· ····· ····· ····· ····· ····· ····· ····· ····· ····· ····· ····· ····· ····· ····· ····· ····· ····· ····· ····· ····· ····· ····· ····· ····· ····· ····· ····· ····· ····· ····· ····· ····· ····· ····· ····· ····· ····· ····· ····· ····· ····· ····· ····· ····· ····· ····· ····· ····· ····· ····· ····· ····· ····· ····· ····· ····· ····· ·····: [799, 2167, 971, 2266]
- filler-text: ····· ····· ····· ····· ····· ····· ····· ····· ····· ····· ····· ····· ····· ····· ····· ····· ····· ····· ····· ····· ····· ····· ····· ····· ····· ····· ····· ····· ····· ····· ····· ····· ····· ····· ····· ····· ····· ····· ····· ····· ····· ····· ····· ····· ····· ····· ····· ····· ····· ····· ····· ····· ····· ····· ····· ····· ····· ····· ····· ····· ····· ····· ····· ····· ····· ····· ····· ····· ····· ····· ····· ····· ····· ····· ····· ····· ····· ····· ····· ····· ····· ····· ····· ····· ····· ····· ····· ····· ····· ····· ····· ····· ····· ····· ····· ····· ····· ····· ····· ····· ····· ····· ····· ····· ····· ····· ····· ····· ····· ····· ····· ····· ····· ····· ····· ····· ····· ····· ····· ····· ····· ····· ····· ····· ····· ····· ····· ····· ····· ····· ····· ····· ····· ····· ····· ····· ····· ····· ·····: [1165, 1540, 1342, 1763]
- filler-text: ····· ····· ····· ····· ····· ····· ····· ····· ····· ····· ····· ····· ····· ····· ····· ····· ····· ····· ····· ····· ····· ····· ····· ····· ····· ····· ····· ····· ····· ····· ····· ····· ····· ····· ····· ····· ····· ····· ····· ····· ····· ····· ····· ····· ····· ····· ····· ····· ····· ····· ····· ····· ····· ····· ····· ····· ····· ····· ····· ····· ····· ····· ····· ····· ····· ····· ····· ····· ····· ····· ····· ····· ····· ····· ····· ····· ····· ····· ····· ····· ····· ····· ····· ····· ····· ····· ····· ····· ····· ····· ····· ····· ····· ····· ····· ····· ····· ····· ····· ····· ····· ····· ····· ····· ····· ····· ····· ····· ····· ····· ····· ····· ····· ····· ····· ····· ····· ·····: [618, 299, 790, 484]
- article-body: [618, 1994, 971, 2323]
- divider: [981, 1442, 1527, 1444]
- subheading: ΔΙΑΒΗΜΑ ΤΗΣ Ε.Δ.Α.: [1375, 1955, 1503, 1969]
